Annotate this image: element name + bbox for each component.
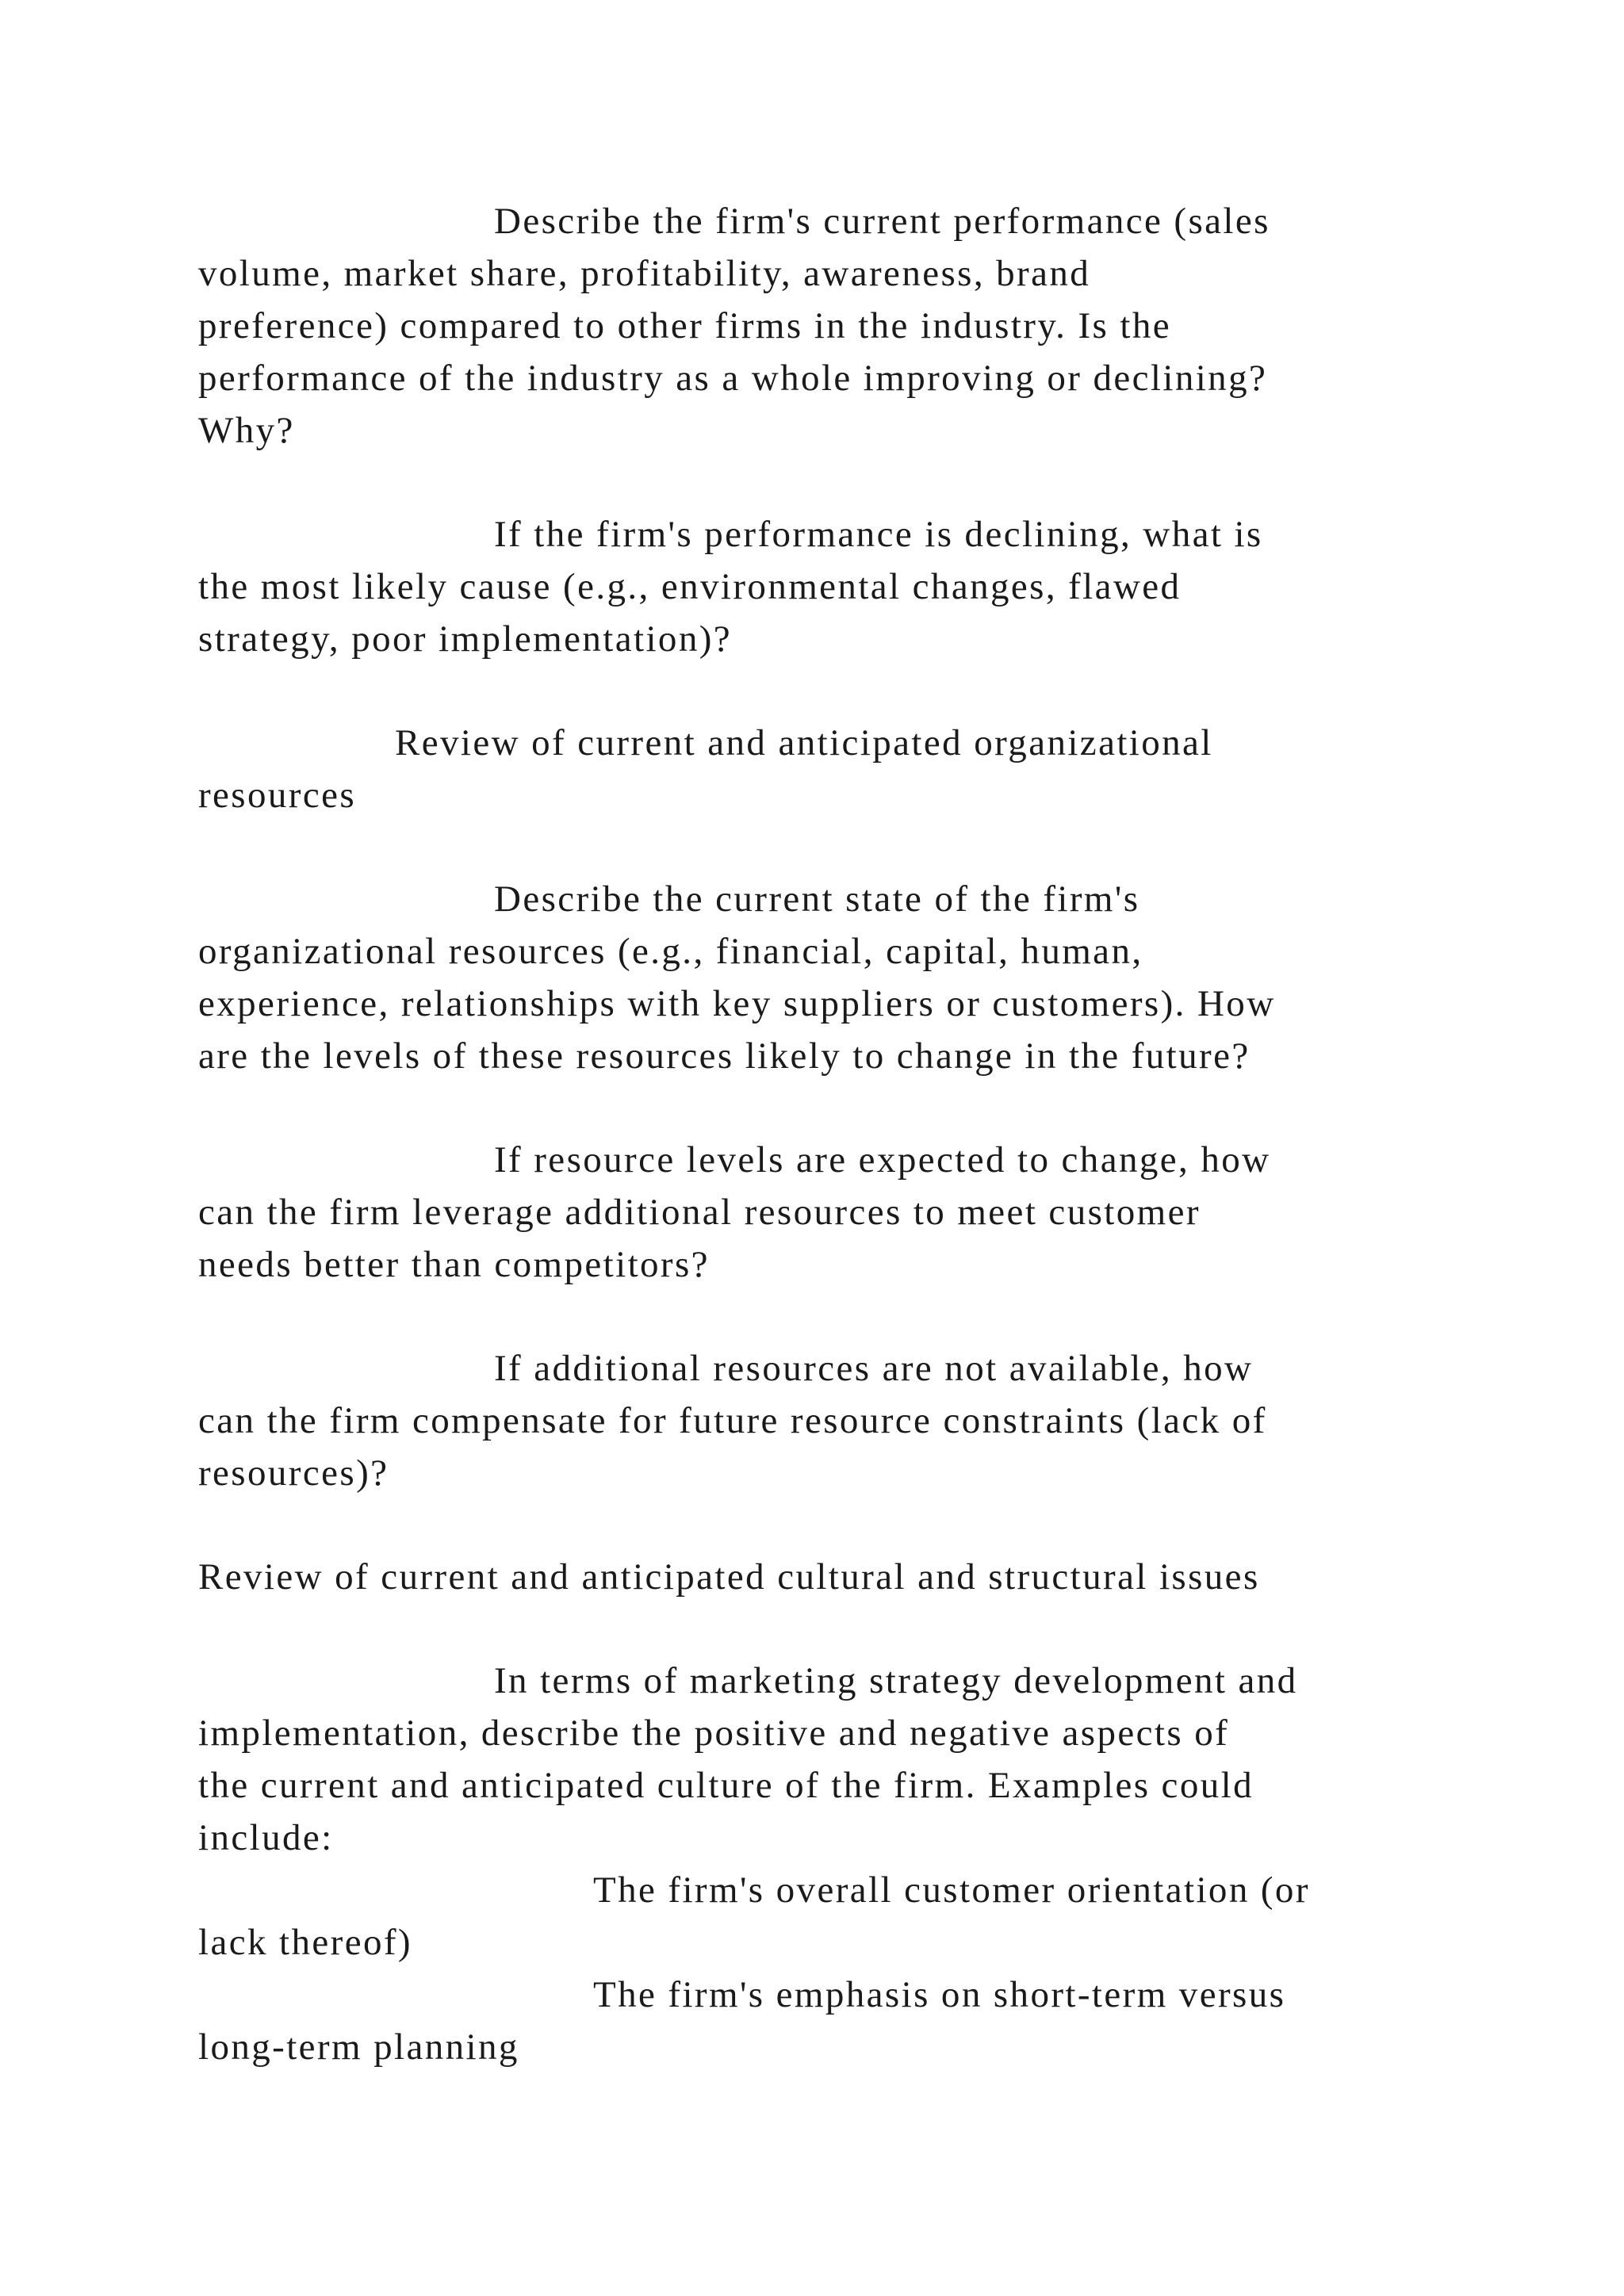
paragraph-culture-aspects-line: the current and anticipated culture of the firm. Examples could (198, 1765, 1254, 1806)
section-heading-organizational-resources: Review of current and anticipated organizational (395, 722, 1213, 763)
list-item-customer-orientation: The firm's overall customer orientation (or (593, 1869, 1310, 1911)
list-item-planning-emphasis: The firm's emphasis on short-term versus (593, 1974, 1286, 2015)
section-heading-organizational-resources: resources (198, 775, 357, 816)
paragraph-resource-constraints-line: If additional resources are not available, how (494, 1348, 1254, 1389)
paragraph-resource-state-line: Describe the current state of the firm's (494, 878, 1140, 920)
paragraph-leverage-resources-line: needs better than competitors? (198, 1244, 710, 1285)
paragraph-declining-cause-line: the most likely cause (e.g., environmental changes, flawed (198, 566, 1182, 607)
paragraph-current-performance-line: volume, market share, profitability, awareness, brand (198, 253, 1091, 294)
paragraph-current-performance-line: Why? (198, 410, 295, 451)
list-item-planning-emphasis: long-term planning (198, 2026, 519, 2068)
paragraph-resource-state-line: experience, relationships with key suppliers or customers). How (198, 983, 1276, 1024)
list-item-customer-orientation: lack thereof) (198, 1922, 412, 1963)
paragraph-declining-cause-line: strategy, poor implementation)? (198, 618, 733, 660)
paragraph-resource-state-line: organizational resources (e.g., financial, capital, human, (198, 931, 1143, 972)
paragraph-current-performance-line: Describe the firm's current performance (sales (494, 201, 1270, 242)
paragraph-resource-constraints-line: can the firm compensate for future resource constraints (lack of (198, 1400, 1267, 1441)
section-heading-cultural-structural: Review of current and anticipated cultural and structural issues (198, 1556, 1260, 1598)
paragraph-leverage-resources-line: can the firm leverage additional resources to meet customer (198, 1192, 1201, 1233)
paragraph-culture-aspects-line: include: (198, 1817, 334, 1858)
paragraph-current-performance-line: preference) compared to other firms in the industry. Is the (198, 305, 1171, 346)
paragraph-leverage-resources-line: If resource levels are expected to change, how (494, 1139, 1271, 1181)
paragraph-culture-aspects-line: implementation, describe the positive and negative aspects of (198, 1712, 1230, 1754)
paragraph-current-performance-line: performance of the industry as a whole improving or declining? (198, 358, 1268, 399)
paragraph-resource-constraints-line: resources)? (198, 1452, 389, 1494)
paragraph-resource-state-line: are the levels of these resources likely to change in the future? (198, 1035, 1251, 1077)
paragraph-declining-cause-line: If the firm's performance is declining, what is (494, 514, 1263, 555)
paragraph-culture-aspects-line: In terms of marketing strategy development and (494, 1660, 1298, 1701)
